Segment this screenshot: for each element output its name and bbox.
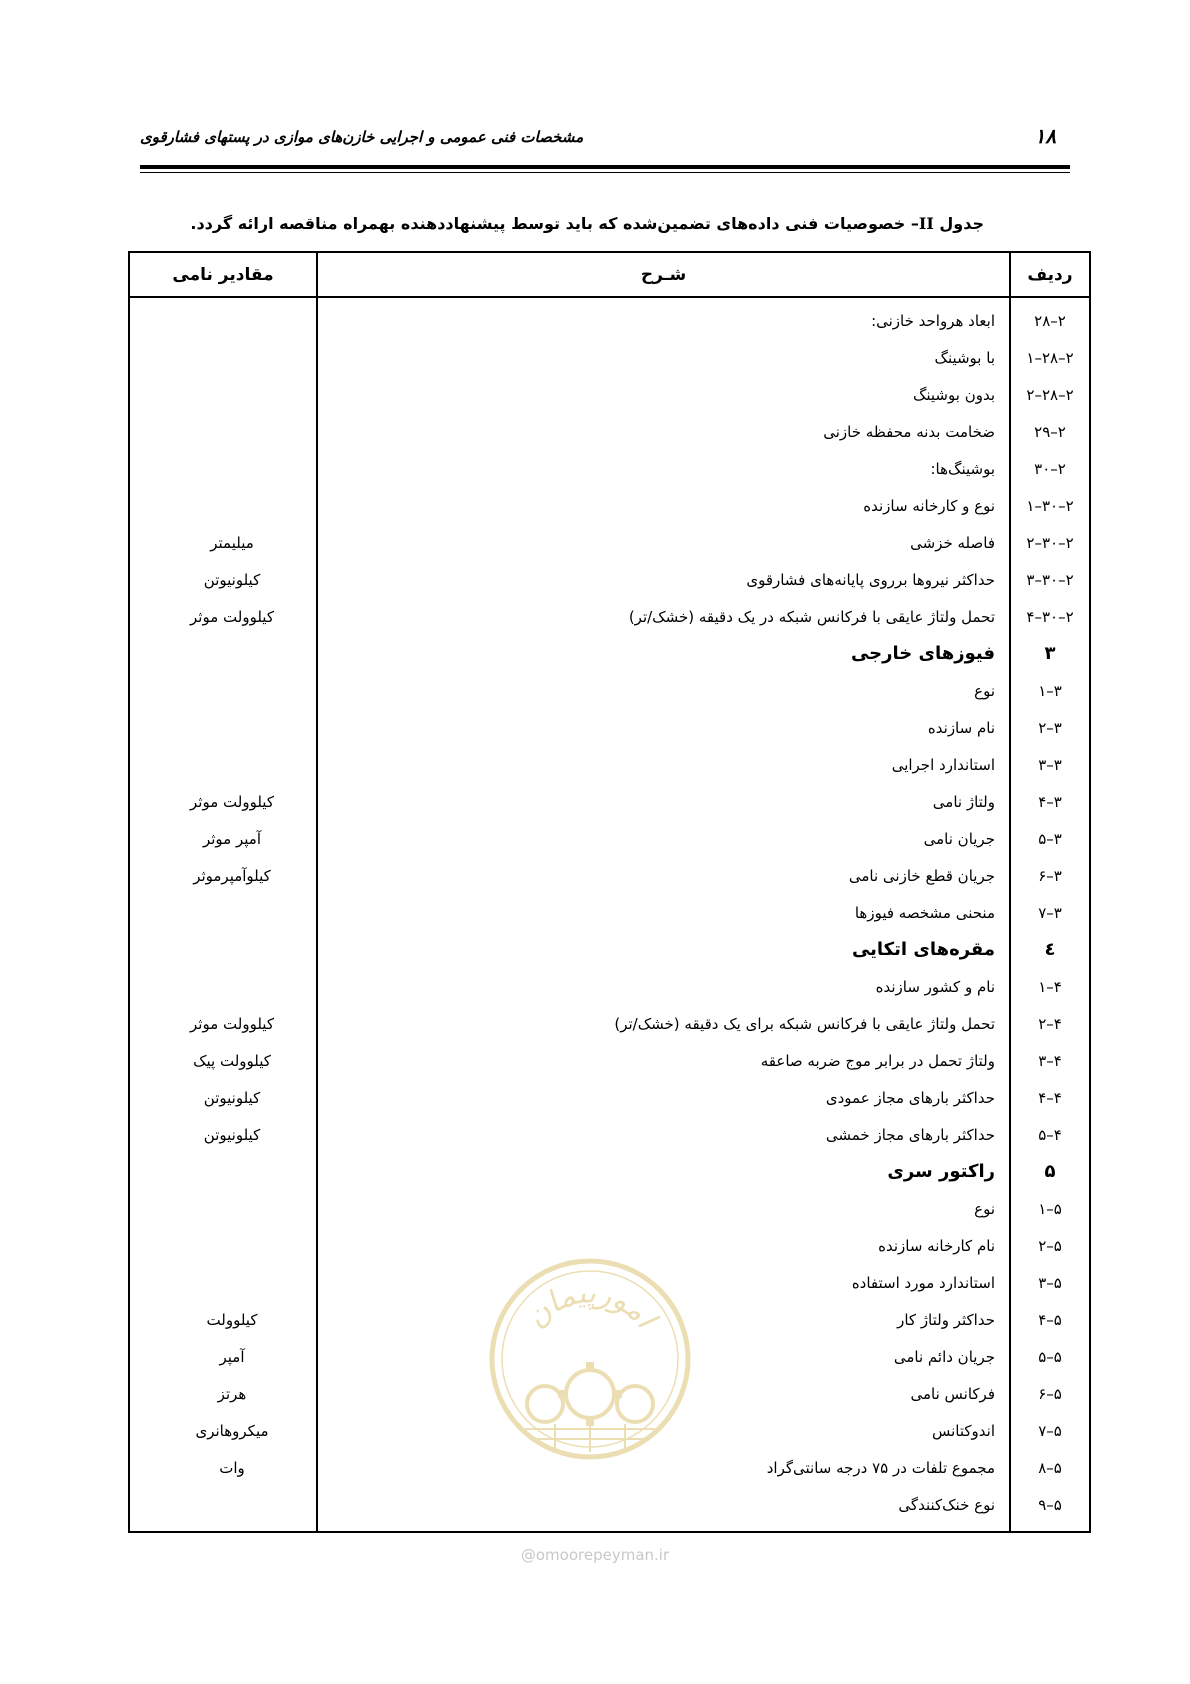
description-cell: جریان نامی xyxy=(317,820,1010,857)
description-cell: منحنی مشخصه فیوزها xyxy=(317,894,1010,931)
table-row xyxy=(129,561,1090,598)
value-unit-cell xyxy=(129,672,317,709)
caption-prefix: جدول xyxy=(939,214,984,233)
table-row xyxy=(129,894,1090,931)
table-row xyxy=(129,672,1090,709)
value-unit-cell xyxy=(129,487,317,524)
value-unit-cell xyxy=(129,1264,317,1301)
value-unit-cell: وات xyxy=(219,1458,245,1477)
header-rule-thick xyxy=(140,165,1070,169)
value-unit-cell: میکروهانری xyxy=(195,1421,269,1440)
row-id-cell: ۴–۱ xyxy=(1010,968,1090,1005)
value-unit-cell: آمپر xyxy=(219,1347,245,1366)
description-cell: حداکثر نیروها برروی پایانه‌های فشارقوی xyxy=(317,561,1010,598)
value-unit-cell: میلیمتر xyxy=(210,533,254,552)
row-id-cell: ۵–۶ xyxy=(1010,1375,1090,1412)
table-row xyxy=(129,450,1090,487)
caption-number: II xyxy=(918,214,934,233)
description-cell: نوع و کارخانه سازنده xyxy=(317,487,1010,524)
header-description: شـرح xyxy=(317,252,1010,297)
row-id-cell: ۳–۳ xyxy=(1010,746,1090,783)
value-unit-cell: کیلونیوتن xyxy=(203,570,261,589)
description-cell: نوع xyxy=(317,672,1010,709)
row-id-cell: ۵–۹ xyxy=(1010,1486,1090,1532)
row-id-cell: ۳–۶ xyxy=(1010,857,1090,894)
description-cell: تحمل ولتاژ عایقی با فرکانس شبکه برای یک دقیقه (خشک/تر) xyxy=(317,1005,1010,1042)
description-cell: فرکانس نامی xyxy=(317,1375,1010,1412)
table-row xyxy=(129,487,1090,524)
description-cell: استاندارد اجرایی xyxy=(317,746,1010,783)
row-id-cell: ۴–۴ xyxy=(1010,1079,1090,1116)
value-unit-cell xyxy=(129,376,317,413)
value-unit-cell xyxy=(129,413,317,450)
value-unit-cell: کیلونیوتن xyxy=(203,1088,261,1107)
section-row xyxy=(129,635,1090,672)
table-row xyxy=(129,1486,1090,1532)
table-row xyxy=(129,524,1090,561)
row-id-cell: ۵–۱ xyxy=(1010,1190,1090,1227)
description-cell: تحمل ولتاژ عایقی با فرکانس شبکه در یک دقیقه (خشک/تر) xyxy=(317,598,1010,635)
row-id-cell: ۵–۸ xyxy=(1010,1449,1090,1486)
row-id-cell: ۳–۲ xyxy=(1010,709,1090,746)
section-row xyxy=(129,931,1090,968)
value-unit-cell xyxy=(129,450,317,487)
page-header xyxy=(140,124,1070,148)
value-unit-cell: کیلوولت موثر xyxy=(190,1014,274,1033)
value-unit-cell: آمپر موثر xyxy=(202,829,261,848)
table-caption xyxy=(140,214,984,233)
section-row xyxy=(129,1153,1090,1190)
description-cell: بدون بوشینگ xyxy=(317,376,1010,413)
description-cell: ابعاد هرواحد خازنی: xyxy=(317,297,1010,339)
row-id-cell: ۳–۷ xyxy=(1010,894,1090,931)
row-id-cell: ۳–۱ xyxy=(1010,672,1090,709)
row-id-cell: ۳–۵ xyxy=(1010,820,1090,857)
description-cell: نام سازنده xyxy=(317,709,1010,746)
description-cell: بوشینگ‌ها: xyxy=(317,450,1010,487)
value-unit-cell xyxy=(129,635,317,672)
description-cell: حداکثر بارهای مجاز عمودی xyxy=(317,1079,1010,1116)
description-cell: نوع xyxy=(317,1190,1010,1227)
row-id-cell: ۵–۷ xyxy=(1010,1412,1090,1449)
description-cell: مقره‌های اتکایی xyxy=(317,931,1010,968)
description-cell: ولتاژ تحمل در برابر موج ضربه صاعقه xyxy=(317,1042,1010,1079)
description-cell: ضخامت بدنه محفظه خازنی xyxy=(317,413,1010,450)
row-id-cell: ۲–۲۸–۲ xyxy=(1010,376,1090,413)
value-unit-cell xyxy=(129,339,317,376)
description-cell: راکتور سری xyxy=(317,1153,1010,1190)
value-unit-cell xyxy=(129,894,317,931)
table-row xyxy=(129,376,1090,413)
row-id-cell: ۵–۲ xyxy=(1010,1227,1090,1264)
table-row xyxy=(129,1116,1090,1153)
description-cell: جریان دائم نامی xyxy=(317,1338,1010,1375)
table-row xyxy=(129,1079,1090,1116)
table-row xyxy=(129,1005,1090,1042)
row-id-cell: ۴–۵ xyxy=(1010,1116,1090,1153)
row-id-cell: ۲–۳۰–۳ xyxy=(1010,561,1090,598)
row-id-cell: ۳ xyxy=(1010,635,1090,672)
row-id-cell: ۵–۴ xyxy=(1010,1301,1090,1338)
description-cell: فیوزهای خارجی xyxy=(317,635,1010,672)
row-id-cell: ۵ xyxy=(1010,1153,1090,1190)
value-unit-cell xyxy=(129,1190,317,1227)
table-row xyxy=(129,746,1090,783)
value-unit-cell xyxy=(129,931,317,968)
value-unit-cell xyxy=(129,709,317,746)
header-values: مقادیر نامی xyxy=(129,252,317,297)
row-id-cell: ۲–۲۸ xyxy=(1010,297,1090,339)
table-row xyxy=(129,709,1090,746)
watermark-logo xyxy=(485,1254,695,1464)
row-id-cell: ۲–۳۰–۱ xyxy=(1010,487,1090,524)
row-id-cell: ۳–۴ xyxy=(1010,783,1090,820)
description-cell: حداکثر بارهای مجاز خمشی xyxy=(317,1116,1010,1153)
table-header-row xyxy=(129,252,1090,297)
value-unit-cell: کیلونیوتن xyxy=(203,1125,261,1144)
value-unit-cell: کیلوولت پیک xyxy=(193,1051,271,1070)
row-id-cell: ۲–۳۰–۲ xyxy=(1010,524,1090,561)
table-row xyxy=(129,598,1090,635)
table-row xyxy=(129,783,1090,820)
running-title: مشخصات فنی عمومی و اجرایی خازن‌های موازی در پستهای فشارقوی xyxy=(140,128,584,146)
description-cell: حداکثر ولتاژ کار xyxy=(317,1301,1010,1338)
value-unit-cell xyxy=(129,1227,317,1264)
value-unit-cell: هرتز xyxy=(217,1384,247,1403)
table-row xyxy=(129,1190,1090,1227)
row-id-cell: ٤ xyxy=(1010,931,1090,968)
description-cell: استاندارد مورد استفاده xyxy=(317,1264,1010,1301)
table-row xyxy=(129,1042,1090,1079)
description-cell: نام کارخانه سازنده xyxy=(317,1227,1010,1264)
watermark-site: @omoorepeyman.ir xyxy=(520,1546,670,1564)
row-id-cell: ۲–۲۹ xyxy=(1010,413,1090,450)
table-row xyxy=(129,968,1090,1005)
table-row xyxy=(129,297,1090,339)
watermark-logo-text: امورپیمان xyxy=(518,1275,663,1335)
row-id-cell: ۲–۲۸–۱ xyxy=(1010,339,1090,376)
value-unit-cell xyxy=(129,746,317,783)
description-cell: فاصله خزشی xyxy=(317,524,1010,561)
page-number: ۱۸ xyxy=(1034,124,1056,148)
value-unit-cell: کیلوولت موثر xyxy=(190,792,274,811)
svg-text:امورپیمان xyxy=(519,1275,665,1337)
description-cell: نام و کشور سازنده xyxy=(317,968,1010,1005)
table-row xyxy=(129,820,1090,857)
value-unit-cell: کیلوآمپرموثر xyxy=(193,866,271,885)
caption-text: – خصوصیات فنی داده‌های تضمین‌شده که باید توسط پیشنهاددهنده بهمراه مناقصه ارائه گردد. xyxy=(190,214,919,233)
description-cell: اندوکتانس xyxy=(317,1412,1010,1449)
header-row-id: ردیف xyxy=(1010,252,1090,297)
value-unit-cell xyxy=(129,297,317,339)
table-row xyxy=(129,339,1090,376)
row-id-cell: ۵–۵ xyxy=(1010,1338,1090,1375)
value-unit-cell xyxy=(129,1486,317,1532)
row-id-cell: ۴–۳ xyxy=(1010,1042,1090,1079)
row-id-cell: ۵–۳ xyxy=(1010,1264,1090,1301)
description-cell: نوع خنک‌کنندگی xyxy=(317,1486,1010,1532)
row-id-cell: ۲–۳۰ xyxy=(1010,450,1090,487)
description-cell: با بوشینگ xyxy=(317,339,1010,376)
header-rule-thin xyxy=(140,172,1070,173)
row-id-cell: ۲–۳۰–۴ xyxy=(1010,598,1090,635)
description-cell: جریان قطع خازنی نامی xyxy=(317,857,1010,894)
value-unit-cell: کیلوولت موثر xyxy=(190,607,274,626)
value-unit-cell xyxy=(129,968,317,1005)
row-id-cell: ۴–۲ xyxy=(1010,1005,1090,1042)
table-row xyxy=(129,413,1090,450)
description-cell: ولتاژ نامی xyxy=(317,783,1010,820)
description-cell: مجموع تلفات در ۷۵ درجه سانتی‌گراد xyxy=(317,1449,1010,1486)
table-row xyxy=(129,857,1090,894)
value-unit-cell: کیلوولت xyxy=(206,1310,258,1329)
value-unit-cell xyxy=(129,1153,317,1190)
